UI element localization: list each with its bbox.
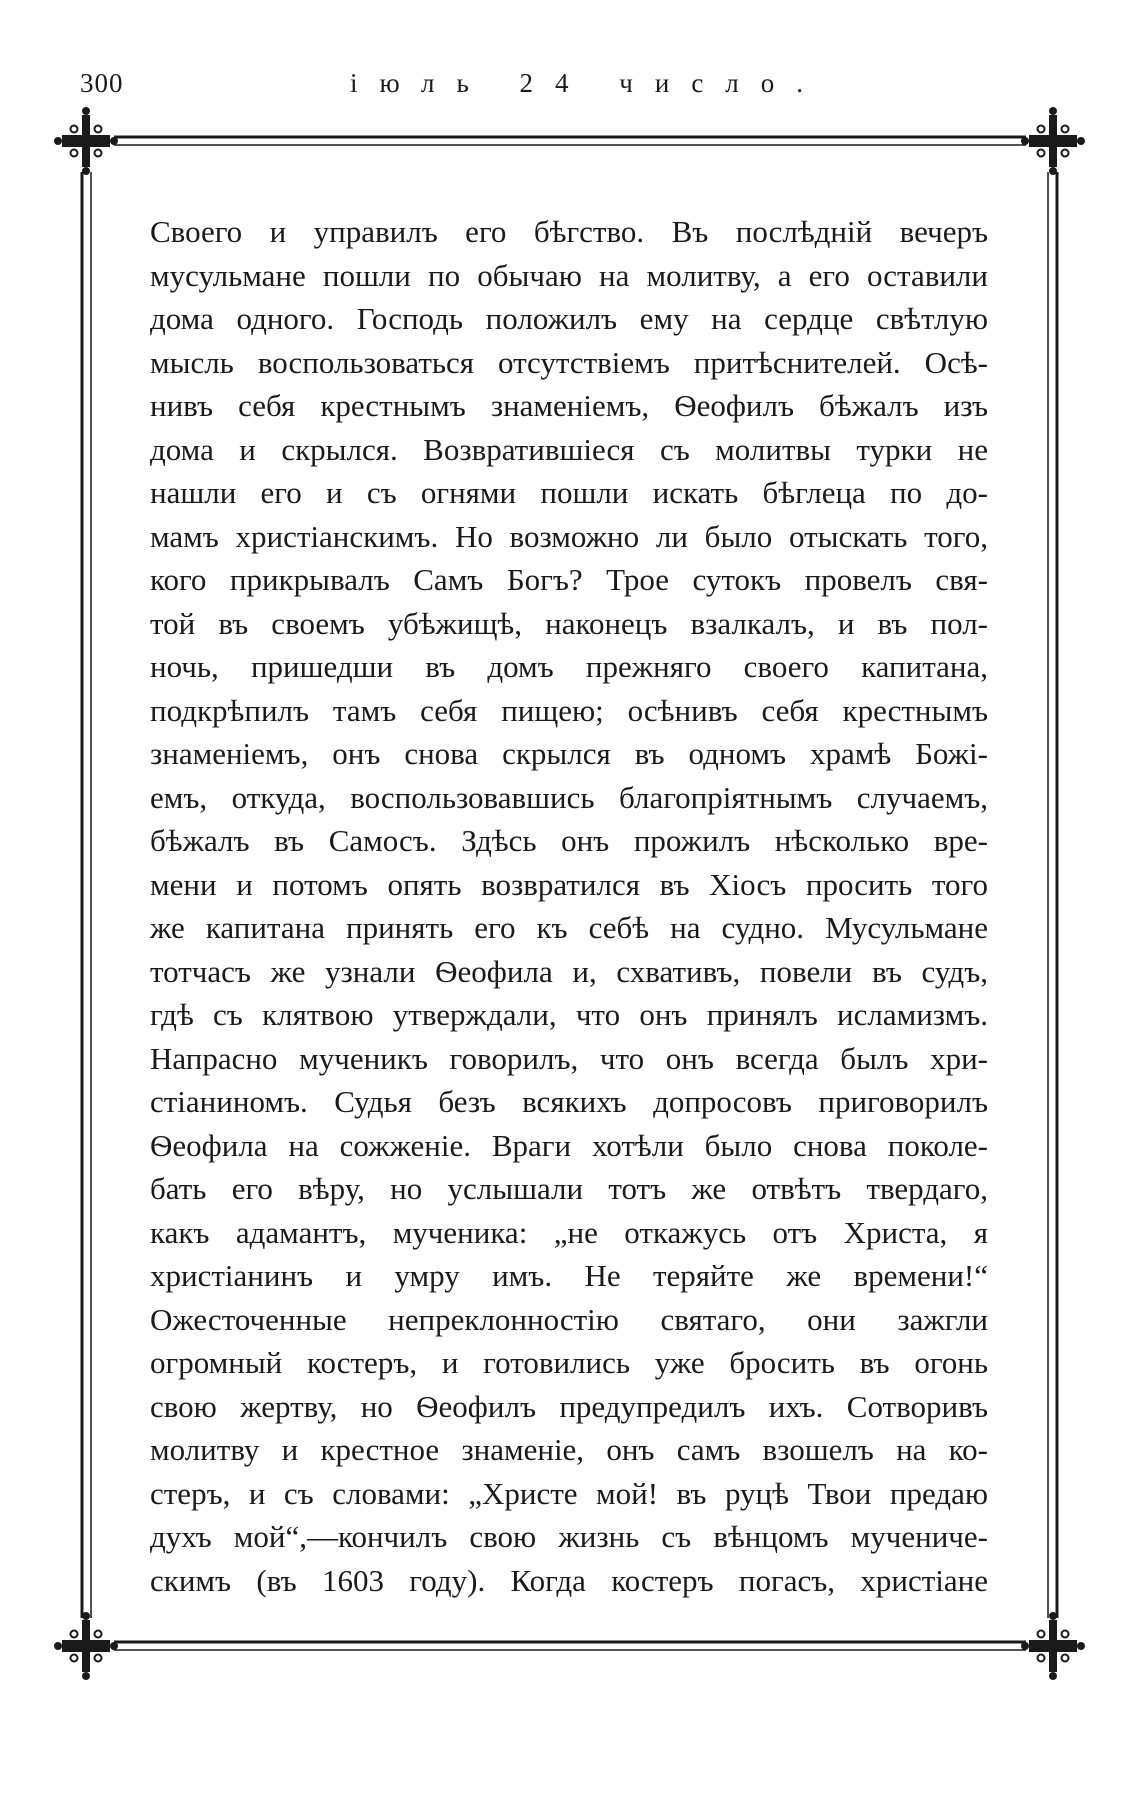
text-line: тотчасъ же узнали Ѳеофила и, схвативъ, повели въ судъ,: [150, 953, 988, 989]
corner-ornament-top-left: [54, 107, 118, 175]
text-line: кого прикрывалъ Самъ Богъ? Трое сутокъ провелъ свя-: [150, 562, 988, 597]
text-line: мусульмане пошли по обычаю на молитву, а его оставили: [150, 257, 988, 293]
corner-ornament-top-right: [1021, 107, 1085, 175]
corner-ornament-bottom-right: [1021, 1612, 1085, 1680]
text-line: мени и потомъ опять возвратился въ Хіосъ просить того: [150, 866, 988, 902]
page-body-text: [150, 210, 988, 1602]
corner-ornament-bottom-left: [54, 1612, 118, 1680]
text-line: мамъ христіанскимъ. Но возможно ли было отыскать того,: [150, 518, 988, 554]
text-line: огромный костеръ, и готовились уже бросить въ огонь: [150, 1345, 988, 1380]
text-line: подкрѣпилъ тамъ себя пищею; осѣнивъ себя крестнымъ: [150, 692, 988, 728]
text-line: нашли его и съ огнями пошли искать бѣглеца по до-: [150, 475, 988, 510]
text-line: дома одного. Господь положилъ ему на сердце свѣтлую: [150, 301, 988, 336]
text-line: ночь, пришедши въ домъ прежняго своего капитана,: [150, 649, 988, 684]
text-line: бать его вѣру, но услышали тотъ же отвѣтъ твердаго,: [150, 1171, 988, 1206]
text-line: нивъ себя крестнымъ знаменіемъ, Ѳеофилъ бѣжалъ изъ: [150, 388, 988, 423]
text-line: знаменіемъ, онъ снова скрылся въ одномъ храмѣ Божі-: [150, 736, 988, 771]
text-line: стіаниномъ. Судья безъ всякихъ допросовъ приговорилъ: [150, 1084, 988, 1119]
text-line: духъ мой“,—кончилъ свою жизнь съ вѣнцомъ мучениче-: [150, 1519, 988, 1554]
text-line: стеръ, и съ словами: „Христе мой! въ руцѣ Твои предаю: [150, 1475, 988, 1511]
text-line: емъ, откуда, воспользовавшись благопріятнымъ случаемъ,: [150, 779, 988, 815]
text-line: той въ своемъ убѣжищѣ, наконецъ взалкалъ, и въ пол-: [150, 605, 988, 641]
running-title: іюль 24 числo.: [350, 68, 826, 98]
text-line: дома и скрылся. Возвратившіеся съ молитвы турки не: [150, 431, 988, 467]
text-line: гдѣ съ клятвою утверждали, что онъ принялъ исламизмъ.: [150, 997, 988, 1032]
text-line: Ѳеофила на сожженіе. Враги хотѣли было снова поколе-: [150, 1127, 988, 1163]
text-line: христіанинъ и умру имъ. Не теряйте же времени!“: [150, 1258, 988, 1293]
text-line: мысль воспользоваться отсутствіемъ притѣснителей. Осѣ-: [150, 344, 988, 380]
text-line: скимъ (въ 1603 году). Когда костеръ погасъ, христіане: [150, 1562, 988, 1598]
text-line: свою жертву, но Ѳеофилъ предупредилъ ихъ. Сотворивъ: [150, 1388, 988, 1424]
text-line: Своего и управилъ его бѣгство. Въ послѣдній вечеръ: [150, 214, 988, 249]
text-line: же капитана принять его къ себѣ на судно. Мусульмане: [150, 910, 988, 945]
text-line: Напрасно мученикъ говорилъ, что онъ всегда былъ хри-: [150, 1040, 988, 1076]
text-line: какъ адамантъ, мученика: „не откажусь отъ Христа, я: [150, 1214, 988, 1250]
text-line: молитву и крестное знаменіе, онъ самъ взошелъ на ко-: [150, 1432, 988, 1467]
text-line: Ожесточенные непреклонностію святаго, они зажгли: [150, 1301, 988, 1337]
text-line: бѣжалъ въ Самосъ. Здѣсь онъ прожилъ нѣсколько вре-: [150, 823, 988, 858]
page-number: 300: [80, 68, 124, 98]
